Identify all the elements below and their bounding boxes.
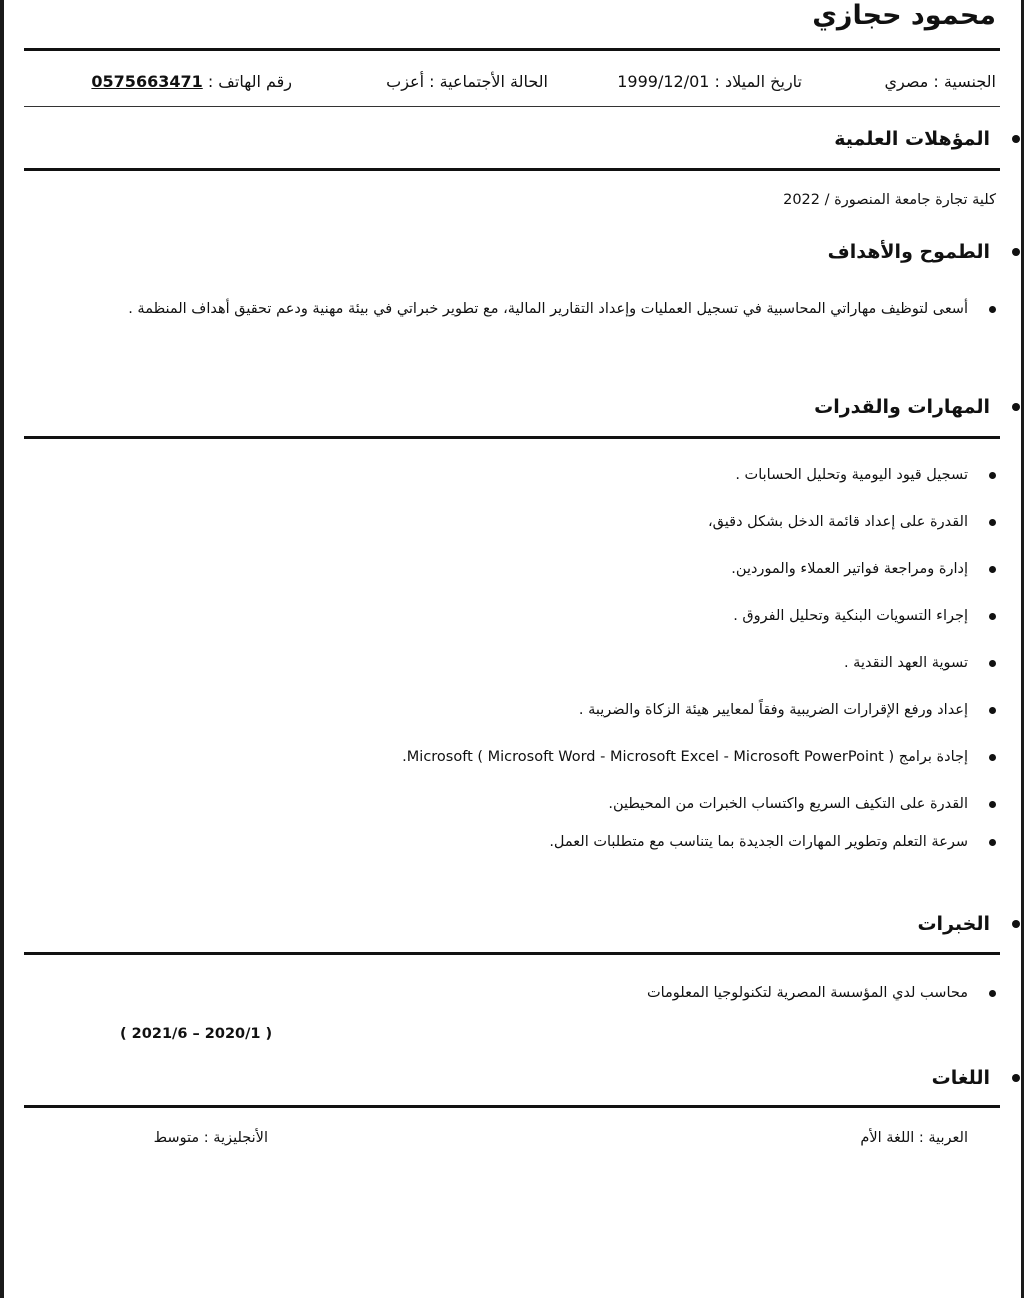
info-divider xyxy=(24,106,1000,107)
phone-label: رقم الهاتف : xyxy=(207,72,292,91)
skill-item: القدرة على إعداد قائمة الدخل بشكل دقيق، xyxy=(707,514,968,530)
page-frame-left xyxy=(0,0,4,1298)
experience-heading: الخبرات xyxy=(917,913,990,935)
experience-divider xyxy=(24,952,1000,955)
ambition-text: أسعى لتوظيف مهاراتي المحاسبية في تسجيل العمليات وإعداد التقارير المالية، مع تطوير خبراتي في بيئة مهنية ودعم تحقيق أهداف المنظمة . xyxy=(48,288,968,330)
languages-heading: اللغات xyxy=(931,1067,990,1089)
languages-divider xyxy=(24,1105,1000,1108)
skill-item: سرعة التعلم وتطوير المهارات الجديدة بما يتناسب مع متطلبات العمل. xyxy=(549,834,968,850)
experience-role: محاسب لدي المؤسسة المصرية لتكنولوجيا المعلومات xyxy=(646,985,968,1001)
qualifications-divider xyxy=(24,168,1000,171)
nationality: الجنسية : مصري xyxy=(884,72,996,91)
birthdate: تاريخ الميلاد : 1999/12/01 xyxy=(617,72,802,91)
skill-item: القدرة على التكيف السريع واكتساب الخبرات من المحيطين. xyxy=(608,796,968,812)
ambition-heading: الطموح والأهداف xyxy=(827,241,990,263)
qualifications-heading: المؤهلات العلمية xyxy=(834,128,990,150)
experience-period: ( 2021/6 – 2020/1 ) xyxy=(120,1026,273,1042)
skill-item: تسجيل قيود اليومية وتحليل الحسابات . xyxy=(735,467,968,483)
skill-item: إجادة برامج Microsoft ( Microsoft Word - Microsoft Excel - Microsoft PowerPoint ). xyxy=(402,749,968,765)
skill-item: إعداد ورفع الإقرارات الضريبية وفقاً لمعايير هيئة الزكاة والضريبة . xyxy=(578,702,968,718)
name-divider xyxy=(24,48,1000,51)
candidate-name: محمود حجازي xyxy=(812,0,996,31)
phone xyxy=(91,72,292,91)
language-arabic: العربية : اللغة الأم xyxy=(860,1130,968,1146)
skills-heading: المهارات والقدرات xyxy=(814,396,990,418)
phone-number[interactable]: 0575663471 xyxy=(91,72,203,91)
skill-item: تسوية العهد النقدية . xyxy=(843,655,968,671)
language-english: الأنجليزية : متوسط xyxy=(153,1130,268,1146)
skill-item: إدارة ومراجعة فواتير العملاء والموردين. xyxy=(731,561,968,577)
marital-status: الحالة الأجتماعية : أعزب xyxy=(386,72,548,91)
skill-item: إجراء التسويات البنكية وتحليل الفروق . xyxy=(733,608,968,624)
skills-divider xyxy=(24,436,1000,439)
qualifications-text: كلية تجارة جامعة المنصورة / 2022 xyxy=(783,192,996,208)
